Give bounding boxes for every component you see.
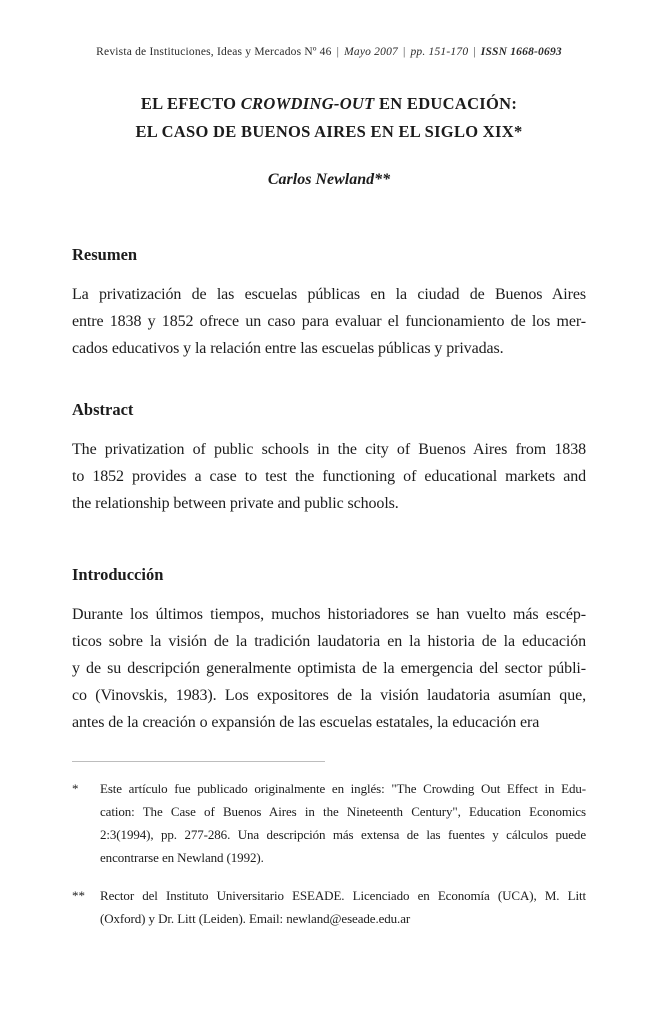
header-divider: | (402, 46, 406, 58)
text-line: entre 1838 y 1852 ofrece un caso para evaluar el funcionamiento de los mer- (72, 313, 586, 330)
text-line: 2:3(1994), pp. 277-286. Una descripción más extensa de las fuentes y cálculos puede (100, 827, 586, 842)
text-line: La privatización de las escuelas públicas en la ciudad de Buenos Aires (72, 286, 586, 303)
text-line: Durante los últimos tiempos, muchos historiadores se han vuelto más escép- (72, 606, 586, 623)
title-line-1-pre: EL EFECTO (140, 94, 241, 113)
header-divider: | (336, 46, 340, 58)
footnote (72, 777, 586, 869)
footnote-text (100, 777, 586, 869)
page-range: pp. 151-170 (410, 46, 469, 58)
journal-name: Revista de Instituciones, Ideas y Mercados Nº 46 (96, 46, 332, 58)
introduccion-paragraph (72, 601, 586, 736)
text-line: to 1852 provides a case to test the functioning of educational markets and (72, 468, 586, 485)
page-body (72, 241, 586, 930)
footnote-marker: ** (72, 888, 85, 903)
footnote-marker: * (72, 781, 79, 796)
footnote (72, 884, 586, 930)
text-line: the relationship between private and public schools. (72, 495, 399, 512)
issue-date: Mayo 2007 (344, 46, 398, 58)
author-byline: Carlos Newland** (267, 171, 391, 188)
resumen-paragraph (72, 281, 586, 362)
title-line-1 (0, 90, 658, 118)
title-line-1-italic: CROWDING-OUT (240, 94, 375, 113)
text-line: Rector del Instituto Universitario ESEADE. Licenciado en Economía (UCA), M. Litt (100, 888, 586, 903)
footnote-rule (72, 761, 325, 762)
journal-header-line (0, 0, 658, 58)
paper-title (0, 90, 658, 146)
text-line: antes de la creación o expansión de las escuelas estatales, la educación era (72, 714, 540, 731)
text-line: cados educativos y la relación entre las escuelas públicas y privadas. (72, 340, 504, 357)
text-line: (Oxford) y Dr. Litt (Leiden). Email: newland@eseade.edu.ar (100, 911, 411, 926)
title-line-1-post: EN EDUCACIÓN: (374, 94, 518, 113)
text-line: Este artículo fue publicado originalmente en inglés: "The Crowding Out Effect in Edu- (100, 781, 586, 796)
text-line: y de su descripción generalmente optimista de la emergencia del sector públi- (72, 660, 586, 677)
section-heading-abstract: Abstract (72, 400, 134, 419)
text-line: co (Vinovskis, 1983). Los expositores de la visión laudatoria asumían que, (72, 687, 586, 704)
text-line: The privatization of public schools in the city of Buenos Aires from 1838 (72, 441, 586, 458)
issn: ISSN 1668-0693 (480, 46, 562, 58)
section-heading-introduccion: Introducción (72, 565, 164, 584)
title-line-2: EL CASO DE BUENOS AIRES EN EL SIGLO XIX* (135, 122, 523, 141)
abstract-paragraph (72, 436, 586, 517)
section-heading-resumen: Resumen (72, 245, 138, 264)
text-line: encontrarse en Newland (1992). (100, 850, 264, 865)
header-divider: | (473, 46, 476, 58)
text-line: cation: The Case of Buenos Aires in the Nineteenth Century", Education Economics (100, 804, 586, 819)
footnote-text (100, 884, 586, 930)
text-line: ticos sobre la visión de la tradición laudatoria en la historia de la educación (72, 633, 586, 650)
